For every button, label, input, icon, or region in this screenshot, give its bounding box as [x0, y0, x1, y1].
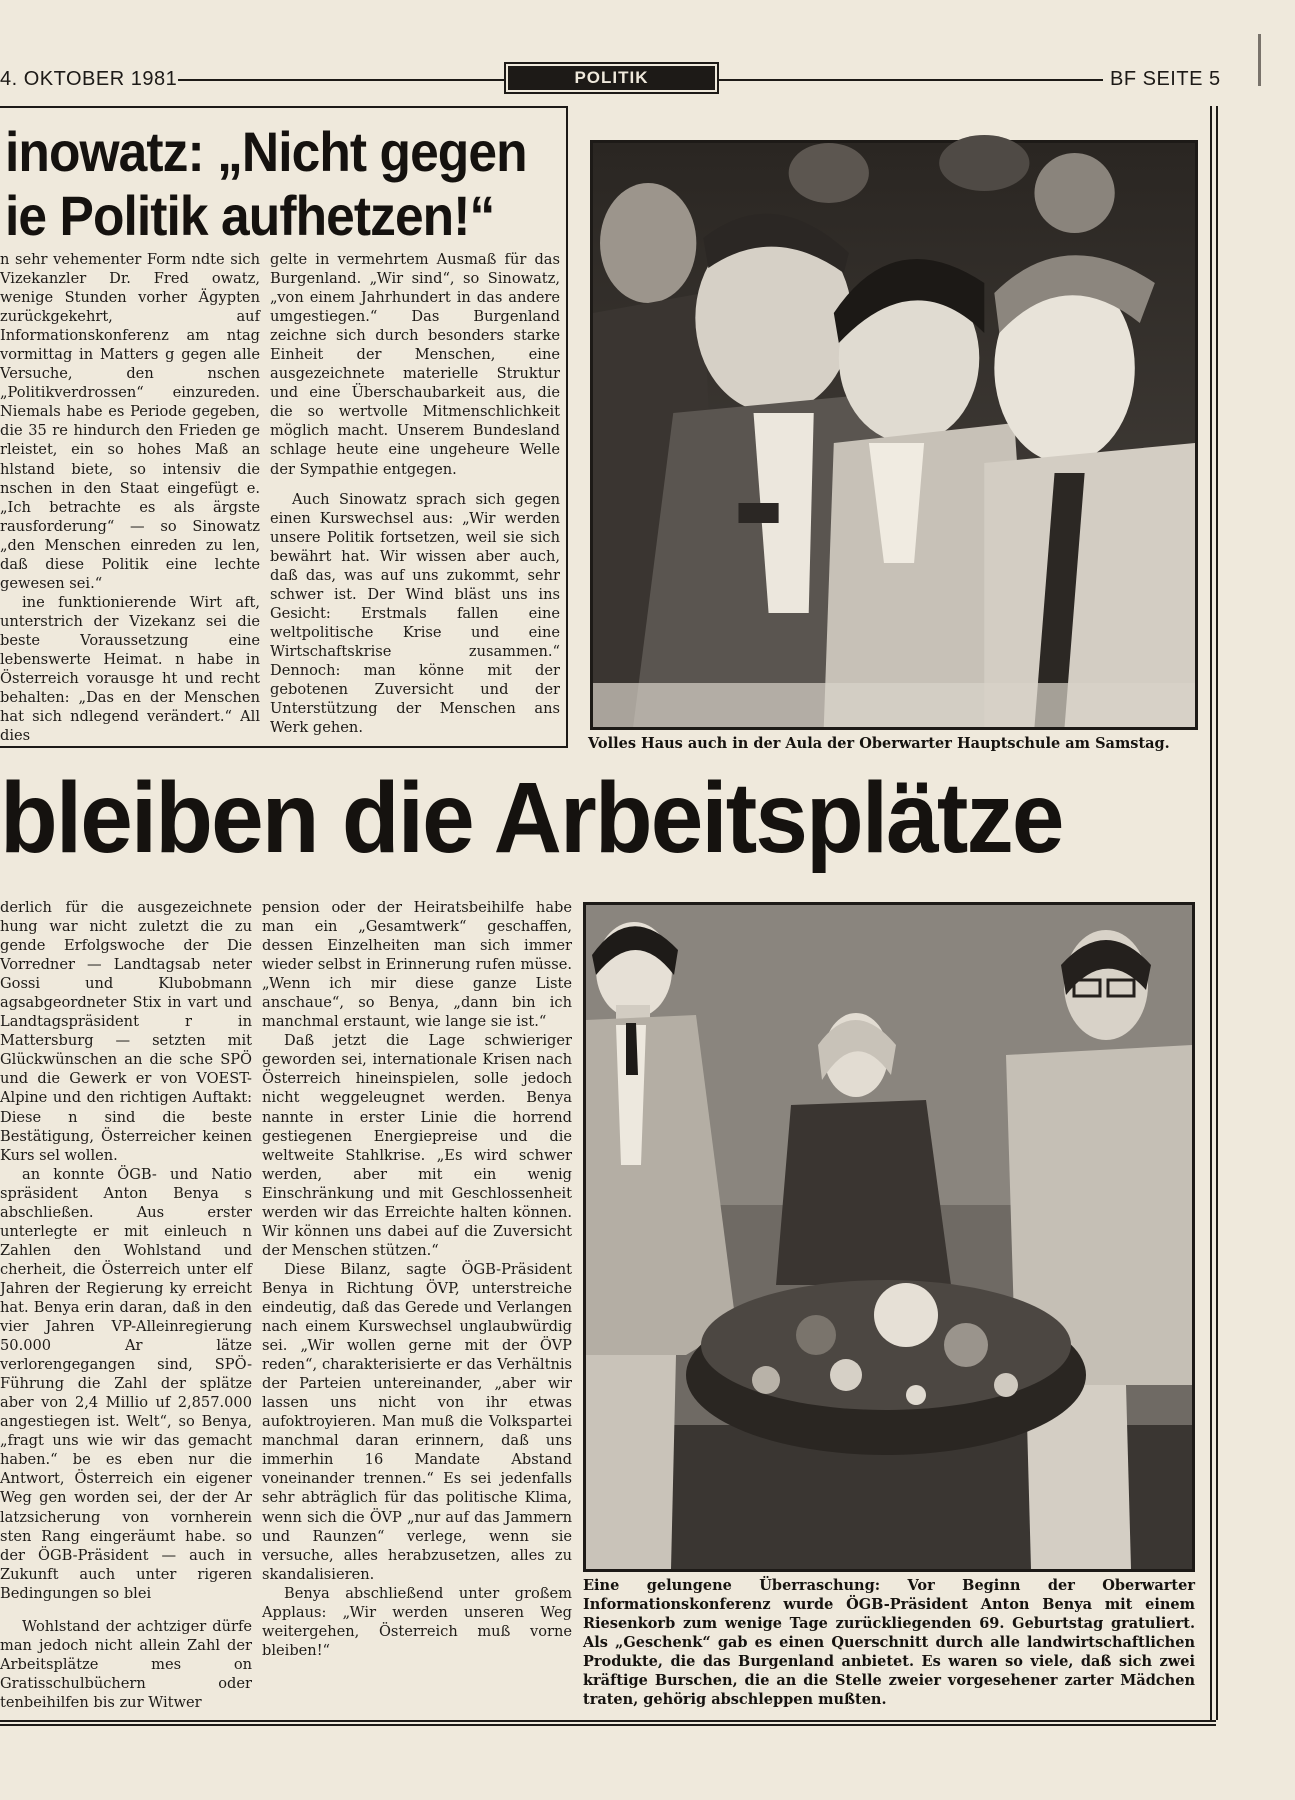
- gift-basket-photo-image: [586, 905, 1192, 1569]
- audience-photo-caption: Volles Haus auch in der Aula der Oberwarter Hauptschule am Samstag.: [588, 735, 1170, 752]
- top-article-column-2: [270, 250, 560, 740]
- page-bottom-border: [0, 1720, 1216, 1726]
- paragraph: Daß jetzt die Lage schwieriger geworden sei, internationale Krisen nach Österreich hineinspielen, solle jedoch nicht weggeleugnet werden. Benya nannte in erster Linie die horrend gestiegenen Energiepreise und die weltweite Stahlkrise. „Es wird schwer werden, aber mit ein wenig Einschränkung und mit Geschlossenheit werden wir das Erreichte halten können. Wir können uns dabei auf die Zuversicht der Menschen stützen.“: [262, 1032, 572, 1259]
- section-label-box: [504, 62, 719, 94]
- bottom-article-column-2: [262, 898, 572, 1710]
- paragraph: ine funktionierende Wirt aft, unterstrich der Vizekanz sei die beste Voraussetzung eine lebenswerte Heimat. n habe in Österreich vorausge ht und recht behalten: „Das en der Menschen hat sich ndlegend verändert.“ All dies: [0, 593, 260, 745]
- paragraph: pension oder der Heiratsbeihilfe habe man ein „Gesamtwerk“ geschaffen, dessen Einzelheiten man sich immer wieder selbst in Erinnerung rufen müsse. „Wenn ich mir diese ganze Liste anschaue“, so Benya, „dann bin ich manchmal erstaunt, wie lange sie ist.“: [262, 899, 572, 1031]
- paragraph: an konnte ÖGB- und Natio spräsident Anton Benya s abschließen. Aus erster unterlegte er mit einleuch n Zahlen den Wohlstand und cherheit, die Österreich unter elf Jahren der Regierung ky erreicht hat. Benya erin daran, daß in den vier Jahren VP-Alleinregierung 50.000 Ar lätze verlorengegangen sind, SPÖ-Führung die Zahl der splätze aber von 2,4 Millio uf 2,857.000 angestiegen ist. Welt“, so Benya, „fragt uns wie wir das gemacht haben.“ be es eben nur die Antwort, Österreich ein eigener Weg gen worden sei, der der Ar latzsicherung von vornherein sten Rang eingeräumt habe. so der ÖGB-Präsident — auch in Zukunft auch unter rigeren Bedingungen so blei: [0, 1165, 252, 1602]
- paragraph: Auch Sinowatz sprach sich gegen einen Kurswechsel aus: „Wir werden unsere Politik fortsetzen, weil sie sich bewährt hat. Wir wissen aber auch, daß das, was auf uns zukommt, sehr schwer ist. Der Wind bläst uns ins Gesicht: Erstmals fallen eine weltpolitische Krise und eine Wirtschaftskrise zusammen.“ Dennoch: man könne mit der gebotenen Zuversicht und der Unterstützung der Menschen ans Werk gehen.: [270, 490, 560, 737]
- paragraph: derlich für die ausgezeichnete hung war nicht zuletzt die zu gende Erfolgswoche der Die Vorredner — Landtagsab neter Gossi und Klubobmann agsabgeordneter Stix in vart und Landtagspräsident r in Mattersburg — setzten mit Glückwünschen an die sche SPÖ und die Gewerk er von VOEST-Alpine und den richtigen Auftakt: Diese n sind die beste Bestätigung, Österreicher keinen Kurs sel wollen.: [0, 899, 252, 1164]
- section-label: POLITIK: [508, 66, 715, 90]
- gift-basket-photo: [583, 902, 1195, 1572]
- top-article-column-1: [0, 250, 260, 745]
- page-number: BF SEITE 5: [1110, 68, 1221, 90]
- main-headline: bleiben die Arbeitsplätze: [0, 762, 1063, 874]
- paragraph: Diese Bilanz, sagte ÖGB-Präsident Benya in Richtung ÖVP, unterstreiche eindeutig, daß das Gerede und Verlangen nach einem Kurswechsel unglaubwürdig sei. „Wir wollen gerne mit der ÖVP reden“, charakterisierte er das Verhältnis der Parteien untereinander, „aber wir lassen uns nicht von ihr etwas aufoktroyieren. Man muß die Volkspartei manchmal daran erinnern, daß uns immerhin 16 Mandate Abstand voneinander trennen.“ Es sei jedenfalls sehr abträglich für das politische Klima, wenn sich die ÖVP „nur auf das Jammern und Raunzen“ verlege, wenn sie versuche, alles herabzusetzen, alles zu skandalisieren.: [262, 1260, 572, 1583]
- bottom-article-column-1: [0, 898, 252, 1711]
- header-rule-left: [178, 79, 504, 81]
- top-headline-line2: ie Politik aufhetzen!“: [5, 184, 495, 247]
- audience-photo: [590, 140, 1198, 730]
- issue-date: 4. OKTOBER 1981: [0, 68, 178, 90]
- page-edge-mark: [1258, 34, 1261, 86]
- header-rule-right: [719, 79, 1103, 81]
- audience-photo-image: [593, 143, 1195, 727]
- paragraph: Wohlstand der achtziger dürfe man jedoch nicht allein Zahl der Arbeitsplätze mes on Gratisschulbüchern oder tenbeihilfen bis zur Witwer: [0, 1617, 252, 1711]
- gift-basket-photo-caption: Eine gelungene Überraschung: Vor Beginn der Oberwarter Informationskonferenz wurde ÖGB-Präsident Anton Benya mit einem Riesenkorb zum wenige Tage zurückliegenden 69. Geburtstag gratuliert. Als „Geschenk“ gab es einen Querschnitt durch alle landwirtschaftlichen Produkte, die das Burgenland anbietet. Es waren so viele, daß sich zwei kräftige Burschen, die an die Stelle zweier vorgesehener zarter Mädchen traten, gehörig abschleppen mußten.: [583, 1577, 1195, 1708]
- page-right-border: [1210, 106, 1218, 1720]
- paragraph: gelte in vermehrtem Ausmaß für das Burgenland. „Wir sind“, so Sinowatz, „von einem Jahrhundert in das andere umgestiegen.“ Das Burgenland zeichne sich durch besonders starke Einheit der Menschen, eine ausgezeichnete materielle Struktur und eine Überschaubarkeit aus, die die so wertvolle Mitmenschlichkeit möglich macht. Unserem Bundesland schlage heute eine ungeheure Welle der Sympathie entgegen.: [270, 251, 560, 478]
- paragraph: n sehr vehementer Form ndte sich Vizekanzler Dr. Fred owatz, wenige Stunden vorher Ägypten zurückgekehrt, auf Informationskonferenz am ntag vormittag in Matters g gegen alle Versuche, den nschen „Politikverdrossen“ einzureden. Niemals habe es Periode gegeben, die 35 re hindurch den Frieden ge rleistet, ein so hohes Maß an hlstand biete, so intensiv die nschen in den Staat eingefügt e. „Ich betrachte es als ärgste rausforderung“ — so Sinowatz „den Menschen einreden zu len, daß diese Politik eine lechte gewesen sei.“: [0, 251, 260, 592]
- paragraph: Benya abschließend unter großem Applaus: „Wir werden unseren Weg weitergehen, Österreich muß vorne bleiben!“: [262, 1584, 572, 1659]
- top-headline-line1: inowatz: „Nicht gegen: [5, 120, 527, 183]
